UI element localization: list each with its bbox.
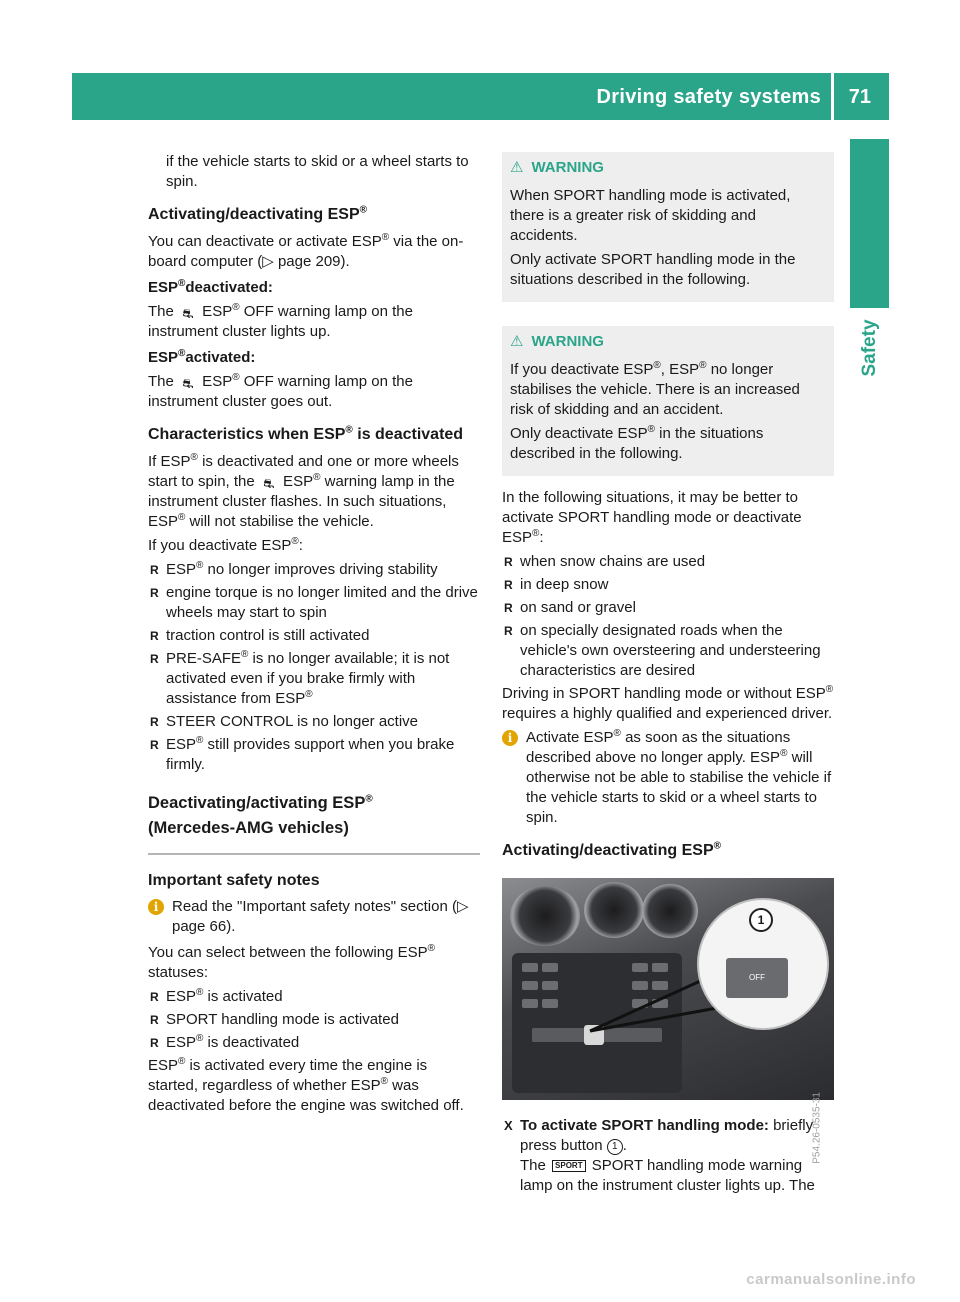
page-ref-arrow-icon: ▷ [456,898,469,915]
watermark: carmanualsonline.info [746,1271,916,1288]
list-item: R STEER CONTROL is no longer active [148,712,480,732]
esp-deactivated-heading: ESP®deactivated: [148,278,273,296]
list-item: R on specially designated roads when the vehicle's own oversteering and understeering characteristics are desired [502,621,834,681]
warning-box-esp [502,326,834,476]
characteristics-paragraph: If ESP® is deactivated and one or more wheels start to spin, the ⛐ ESP® warning lamp in the instrument cluster flashes. In such situations, ESP® will not stabilise the vehicle. [148,452,459,530]
zoom-detail [697,898,829,1030]
info-icon: i [148,899,164,915]
continued-text: if the vehicle starts to skid or a wheel starts to spin. [166,153,469,190]
left-column [148,152,480,1120]
list-item: R in deep snow [502,575,834,595]
list-item: R traction control is still activated [148,626,480,646]
list-item: R PRE-SAFE® is no longer available; it is not activated even if you brake firmly with assistance from ESP® [148,649,480,709]
page-ref-66[interactable]: page 66 [172,918,227,935]
situations-paragraph: In the following situations, it may be better to activate SPORT handling mode or deactivate ESP®: [502,489,802,546]
warning-text: Only activate SPORT handling mode in the situations described in the following. [510,251,796,288]
side-tab-text: Safety [858,319,880,377]
heading-activating-esp-amg: Activating/deactivating ESP® [502,840,721,859]
side-tab-block [850,139,889,308]
header-bar [72,73,889,120]
info-note: i Activate ESP® as soon as the situations described above no longer apply. ESP® will otherwise not be able to stabilise the vehicle if the vehicle starts to skid or a wheel starts to spin. [502,728,834,828]
heading-activating-esp: Activating/deactivating ESP® [148,204,367,223]
instruction-step: X To activate SPORT handling mode: briefly press button 1 . The SPORT SPORT handling mode warning lamp on the instrument cluster lights up. The [502,1116,834,1196]
paragraph-onboard: You can deactivate or activate ESP® via the on-board computer (▷ page 209). [148,232,464,270]
list-item: R ESP® is deactivated [148,1033,480,1053]
heading-characteristics: Characteristics when ESP® is deactivated [148,424,464,443]
header-divider [831,73,834,120]
warning-text: If you deactivate ESP®, ESP® no longer stabilises the vehicle. There is an increased risk of skidding and an accident. [510,360,800,418]
list-item: R ESP® is activated [148,987,480,1007]
warning-triangle-icon: ⚠ [510,159,524,176]
section-divider [148,853,480,855]
warning-box-sport [502,152,834,302]
right-column [502,152,834,1196]
warning-title: ⚠ WARNING [510,159,604,176]
page-ref-209[interactable]: page 209 [277,253,341,270]
list-item: R on sand or gravel [502,598,834,618]
list-item: R engine torque is no longer limited and the drive wheels may start to spin [148,583,480,623]
driving-paragraph: Driving in SPORT handling mode or without ESP® requires a highly qualified and experienced driver. [502,684,834,722]
esp-off-button: OFF [726,958,788,998]
callout-number: 1 [607,1139,623,1155]
list-item: R ESP® no longer improves driving stability [148,560,480,580]
side-tab-label [850,318,889,378]
info-note: i Read the "Important safety notes" section (▷ page 66). [148,897,480,937]
warning-triangle-icon: ⚠ [510,333,524,350]
warning-text: Only deactivate ESP® in the situations described in the following. [510,424,764,462]
if-deactivate-paragraph: If you deactivate ESP®: [148,536,303,554]
esp-warning-icon: ⛐ [263,476,275,491]
esp-off-warning-icon: ⛐ [182,306,194,321]
esp-activated-text: The ⛐ ESP® OFF warning lamp on the instrument cluster goes out. [148,372,413,410]
list-item: R when snow chains are used [502,552,834,572]
list-item: R SPORT handling mode is activated [148,1010,480,1030]
sport-mode-icon: SPORT [552,1160,586,1172]
heading-amg: Deactivating/activating ESP® (Mercedes-AMG vehicles) [148,793,373,837]
page-section-title: Driving safety systems [596,86,821,108]
image-code: P54.26-0535-31 [812,1092,823,1164]
esp-activated-default-paragraph: ESP® is activated every time the engine is started, regardless of whether ESP® was deactivated before the engine was switched off. [148,1056,464,1114]
select-statuses-paragraph: You can select between the following ESP® statuses: [148,943,436,981]
warning-text: When SPORT handling mode is activated, there is a greater risk of skidding and accidents. [510,187,791,244]
info-icon: i [502,730,518,746]
page-ref-arrow-icon: ▷ [262,253,278,270]
warning-title: ⚠ WARNING [510,333,604,350]
list-item: R ESP® still provides support when you brake firmly. [148,735,480,775]
heading-important-safety-notes: Important safety notes [148,872,320,889]
esp-activated-heading: ESP®activated: [148,348,256,366]
page-number: 71 [848,86,871,108]
esp-deactivated-text: The ⛐ ESP® OFF warning lamp on the instrument cluster lights up. [148,302,413,340]
callout-number: 1 [749,908,773,932]
esp-off-warning-icon: ⛐ [182,376,194,391]
